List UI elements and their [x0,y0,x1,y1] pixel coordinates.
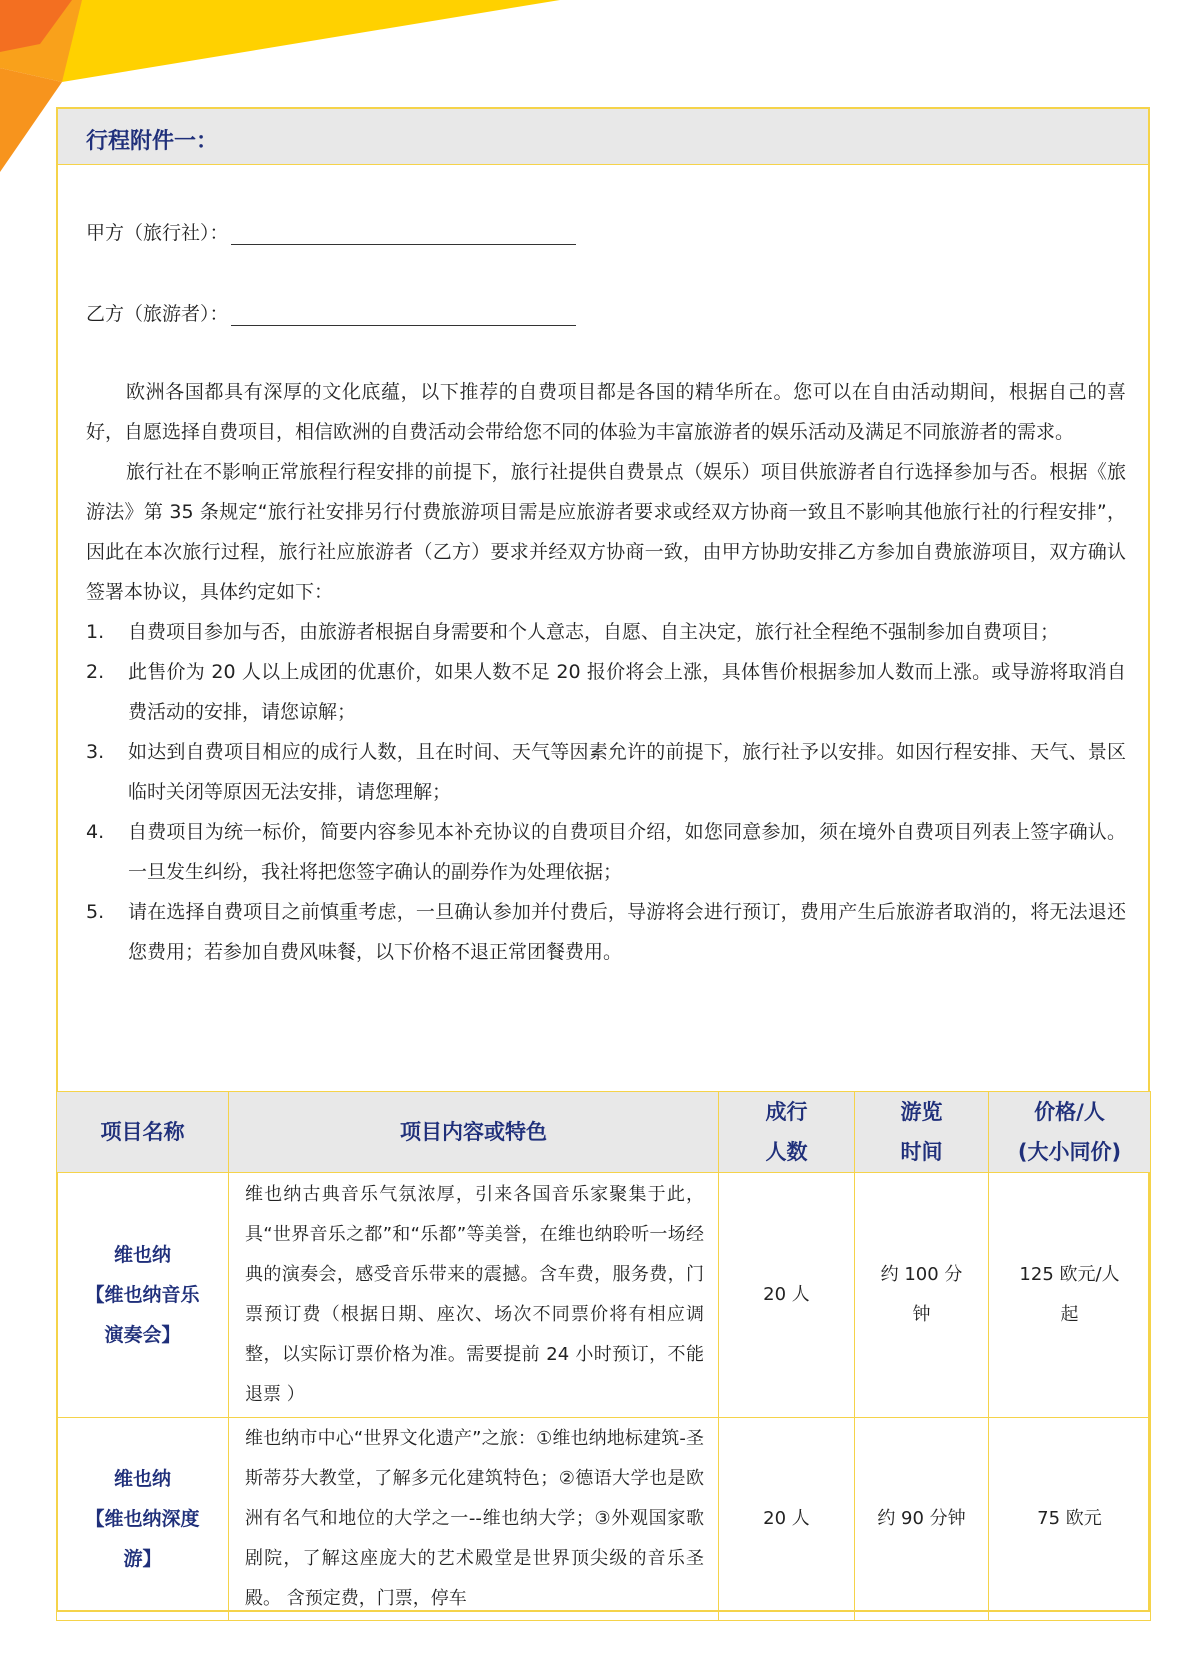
terms-item-number: 2. [86,661,105,683]
cell-duration: 约 90 分钟 [855,1418,989,1621]
terms-item-number: 1. [86,621,105,643]
terms-item-number: 3. [86,741,105,763]
intro-paragraph: 欧洲各国都具有深厚的文化底蕴，以下推荐的自费项目都是各国的精华所在。您可以在自由活动期间，根据自己的喜好，自愿选择自费项目，相信欧洲的自费活动会带给您不同的体验为丰富旅游者的娱乐活动及满足不同旅游者的需求。 [86,381,1126,443]
page-title: 行程附件一： [86,129,219,154]
party-b-label: 乙方（旅游者）： [86,303,229,325]
terms-item-number: 4. [86,821,105,843]
cell-price: 75 欧元 [989,1418,1151,1621]
terms-item [86,892,1126,972]
terms-item [86,652,1126,732]
terms-list [86,612,1126,972]
party-a-label: 甲方（旅行社）： [86,222,229,244]
terms-item [86,732,1126,812]
header-group-size: 成行 人数 [719,1092,855,1173]
header-band [58,109,1148,165]
cell-price: 125 欧元/人 起 [989,1173,1151,1418]
cell-content: 维也纳古典音乐气氛浓厚，引来各国音乐家聚集于此，具“世界音乐之都”和“乐都”等美誉，在维也纳聆听一场经典的演奏会，感受音乐带来的震撼。含车费，服务费，门票预订费（根据日期、座次、场次不同票价将有相应调整，以实际订票价格为准。需要提前 24 小时预订，不能退票 ） [229,1173,719,1418]
cell-group-size: 20 人 [719,1173,855,1418]
party-a-blank-line [231,224,576,245]
cell-group-size: 20 人 [719,1418,855,1621]
cell-content: 维也纳市中心“世界文化遗产”之旅：①维也纳地标建筑-圣斯蒂芬大教堂，了解多元化建筑特色；②德语大学也是欧洲有名气和地位的大学之一--维也纳大学；③外观国家歌剧院，了解这座庞大的艺术殿堂是世界顶尖级的音乐圣殿。 含预定费，门票，停车 [229,1418,719,1621]
header-price: 价格/人 (大小同价) [989,1092,1151,1173]
party-a [86,218,576,245]
terms-item-text: 此售价为 20 人以上成团的优惠价，如果人数不足 20 报价将会上涨，具体售价根据参加人数而上涨。或导游将取消自费活动的安排，请您谅解； [128,661,1126,723]
cell-duration: 约 100 分 钟 [855,1173,989,1418]
terms-item-text: 如达到自费项目相应的成行人数，且在时间、天气等因素允许的前提下，旅行社予以安排。如因行程安排、天气、景区临时关闭等原因无法安排，请您理解； [128,741,1126,803]
header-duration: 游览 时间 [855,1092,989,1173]
cell-item-name: 维也纳 【维也纳深度 游】 [57,1418,229,1621]
terms-item [86,612,1126,652]
table-header-row [57,1092,1151,1173]
terms-item-text: 自费项目参加与否，由旅游者根据自身需要和个人意志，自愿、自主决定，旅行社全程绝不强制参加自费项目； [128,621,1060,643]
terms-item-text: 请在选择自费项目之前慎重考虑，一旦确认参加并付费后，导游将会进行预订，费用产生后旅游者取消的，将无法退还您费用；若参加自费风味餐，以下价格不退正常团餐费用。 [128,901,1126,963]
terms-item [86,812,1126,892]
header-item-name: 项目名称 [57,1092,229,1173]
party-b-blank-line [231,305,576,326]
agreement-body [86,372,1126,972]
terms-item-text: 自费项目为统一标价，简要内容参见本补充协议的自费项目介绍，如您同意参加，须在境外自费项目列表上签字确认。一旦发生纠纷，我社将把您签字确认的副券作为处理依据； [128,821,1126,883]
table-row [57,1173,1151,1418]
cell-item-name: 维也纳 【维也纳音乐 演奏会】 [57,1173,229,1418]
terms-item-number: 5. [86,901,105,923]
optional-tours-table [56,1091,1151,1621]
intro-paragraph: 旅行社在不影响正常旅程行程安排的前提下，旅行社提供自费景点（娱乐）项目供旅游者自行选择参加与否。根据《旅游法》第 35 条规定“旅行社安排另行付费旅游项目需是应旅游者要求或经双方协商一致且不影响其他旅行社的行程安排”，因此在本次旅行过程，旅行社应旅游者（乙方）要求并经双方协商一致，由甲方协助安排乙方参加自费旅游项目，双方确认签署本协议，具体约定如下： [86,461,1126,603]
table-row [57,1418,1151,1621]
header-content: 项目内容或特色 [229,1092,719,1173]
party-b [86,299,576,326]
